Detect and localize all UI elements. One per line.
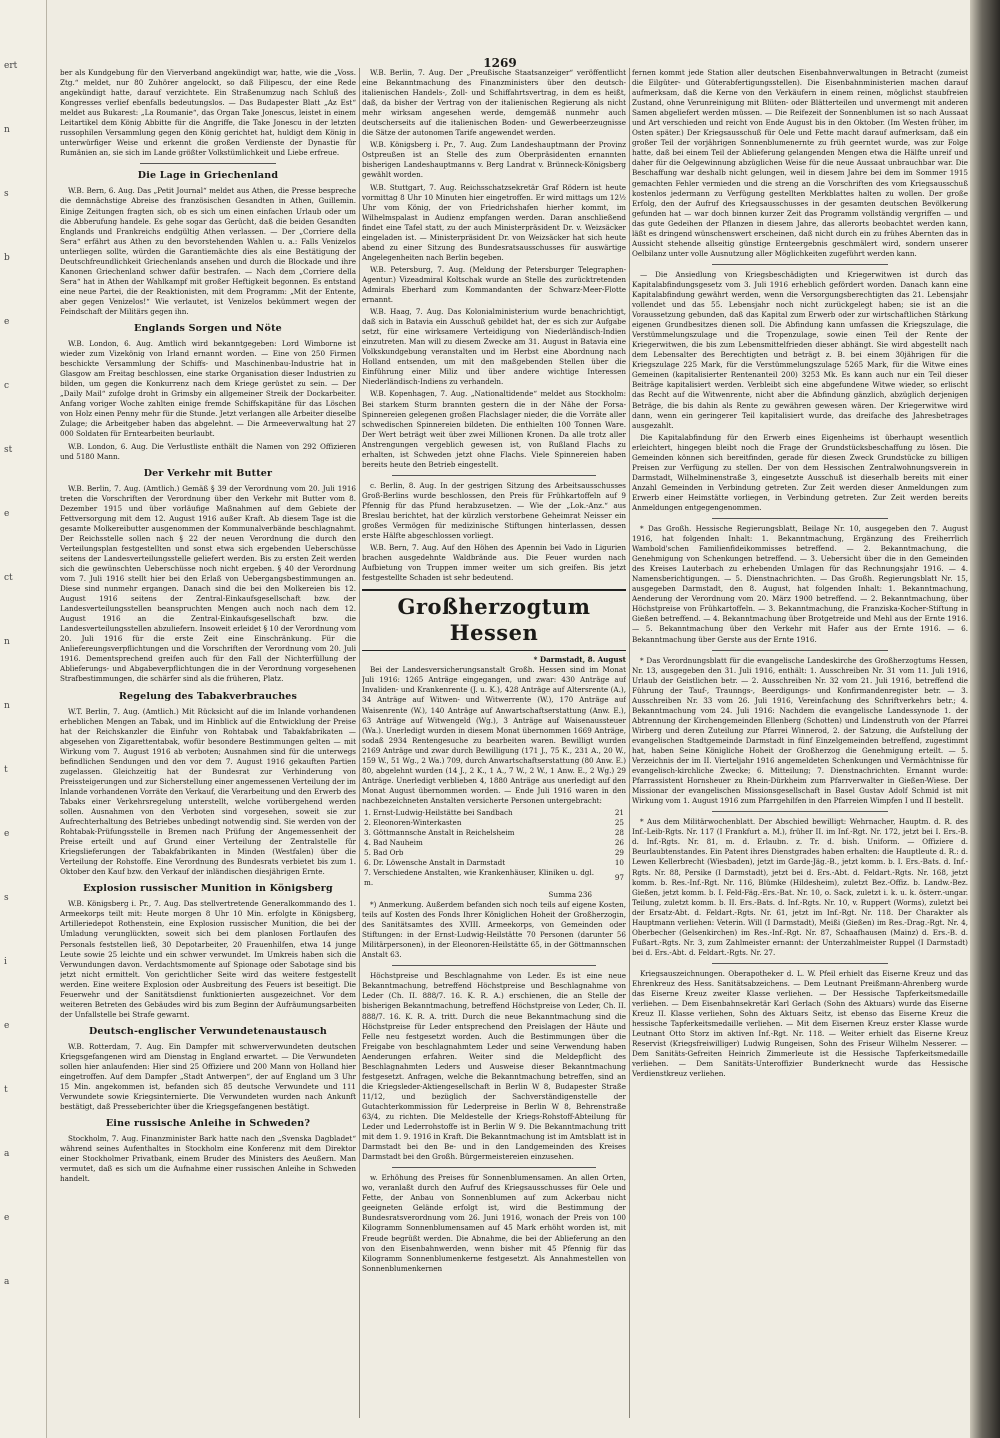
article-text: W.B. Berlin, 7. Aug. (Amtlich.) Gemäß § 39 der Verordnung vom 20. Juli 1916 treten die Vorschriften der Verordnung über den Verkehr mit Butter vom 8. Dezember 1915 und über vorläufige Maßnahmen auf dem Gebiete der Fettversorgung mit dem 12. August 1916 außer Kraft. Ab diesem Tage ist die gesamte Molkereibutter ausgenommen der Kommunalverbände beschlagnahmt. Der Reichsstelle sollen nach § 22 der neuen Verordnung die durch den Verteilungsplan festgestellten und sonst etwa sich ergebenden Ueberschüsse seitens der Landesverteilungsstelle geliefert werden. Bis zu ersten Zeit werden sich die gewünschten Ueberschüsse noch nicht ergeben. § 40 der Verordnung vom 7. Juli 1916 stellt hier bei den Erlaß von Uebergangsbestimmungen an. Diese sind nunmehr ergangen. Danach sind die bei den Molkereien bis 12. August 1916 seitens der Zentral-Einkaufsgesellschaft bzw. der Landesverteilungsstellen beanspruchten Mengen auch noch nach dem 12. August 1916 an die Zentral-Einkaufsgesellschaft bzw. die Landesverteilungsstellen abzuliefern. Insoweit erleidet § 10 der Verordnung vom 20. Juli 1916 für die erste Zeit eine Einschränkung. Für die Anliefereungsverpflichtungen und die Vorschriften der Verordnung vom 20. Juli 1916. Dementsprechend greifen auch für den Fall der Nichterfüllung der Ablieferungs- und Abgabeverpflichtungen die in der Verordnung vorgesehenen Strafbestimmungen, die schärfer sind als die früheren, Platz. — [60, 483, 356, 684]
divider — [712, 811, 888, 812]
row-value: 10 — [614, 858, 624, 867]
edge-fragment: e — [4, 829, 10, 839]
edge-fragment: a — [4, 1277, 10, 1287]
column-rule — [359, 68, 360, 1418]
article-text: W.T. Berlin, 7. Aug. (Amtlich.) Mit Rücksicht auf die im Inlande vorhandenen erheblichen Mengen an Tabak, und im Hinblick auf die Entwicklung der Preise hat der Reichskanzler die Einfuhr von Rohtabak und Tabakfabrikaten — abgesehen von Zigarettentabak, wofür besondere Bestimmungen gelten — mit Wirkung vom 7. August 1916 ab verboten; Ausnahmen sind für die unterwegs befindlichen Sendungen und den vor dem 7. August 1916 gekauften Partien zugelassen. Gleichzeitig hat der Bundesrat zur Verhinderung von Preissteigerungen und zur Sicherstellung einer angemessenen Verteilung der im Inlande vorhandenen Vorräte den Verkauf, die Verarbeitung und den Erwerb des Tabaks einer Verkehrsregelung unterstellt, welche vorübergehend werden sollen. Ausnahmen von den Verboten sind vorgesehen, soweit sie zur Aufrechterhaltung des Betriebes unbedingt notwendig sind. Sie werden von der Rohtabak-Prüfungsstelle in Bremen nach Prüfung der Angemessenheit der Preise erteilt und auf Grund einer Verteilung der Zentralstelle für Kriegslieferungen der Tabakfabrikanten in Minden (Westfalen) über die Verteilung der Rohstoffe. Eine Verordnung des Bundesrats verbietet bis zum 1. Oktober den Kauf bzw. den Verkauf der inländischen diesjährigen Ernte. — [60, 706, 356, 877]
article-text: — Die Ansiedlung von Kriegsbeschädigten und Kriegerwitwen ist durch das Kapitalabfindungsgesetz vom 3. Juli 1916 erheblich gefördert worden. Danach kann eine Kapitalabfindung gewährt werden, wenn die Versorgungsberechtigten das 21. Lebensjahr vollendet und das 55. Lebensjahr noch nicht zurückgelegt haben; sie ist an die Voraussetzung gebunden, daß das Kapital zum Erwerb oder zur wirtschaftlichen Stärkung eigenen Grundbesitzes dienen soll. Die Abfindung kann umfassen die Kriegszulage, die Verstümmelungszulage und die Tropenzulage, sowie einen Teil der Rente der Kriegerwitwen, die bis zum Lebensmittelfrieden dieser abhängt. Sie wird abgestellt nach dem Lebensalter des Berechtigten und beträgt z. B. bei einem 30jährigen für die Kriegszulage 225 Mark, für die Verstümmelungszulage 5265 Mark, für die Witwe eines Gemeinen (kapitalisierter Rentenanteil 200) 3253 Mk. Es kann auch nur ein Teil dieser Beiträge kapitalisiert werden. Verbleibt sich eine abgefundene Witwe wieder, so erlischt das Recht auf die Witwenrente, nicht aber die Abfindung gänzlich, abzüglich derjenigen Beträge, die bis dahin als Rente zu gewähren gewesen wären. Der Kriegerwitwe wird dann, wenn ein geringerer Teil kapitalisiert wurde, das dreifache des Jahresbetrages ausgezahlt. — [632, 269, 968, 430]
column-left — [60, 68, 356, 1418]
headline: Deutsch-englischer Verwundetenaustausch — [88, 1025, 328, 1037]
binding-gutter — [970, 0, 1000, 1438]
row-label: 1. Ernst-Ludwig-Heilstätte bei Sandbach — [364, 808, 513, 817]
article-text: W.B. Bern, 6. Aug. Das „Petit Journal“ meldet aus Athen, die Presse bespreche die demnächstige Abreise des französischen Gesandten in Athen, Guillemin. Einige Zeitungen fragten sich, ob es sich um einen einfachen Urlaub oder um die Abberufung handele. Es gehe sogar das Gerücht, daß die beiden Gesandten Englands und Frankreichs endgültig Athen verlassen. — Der „Corriere della Sera“ erfährt aus Athen zu den bevorstehenden Wahlen u. a.: Falls Venizelos unterliegen sollte, würden die Garantiemächte dies als eine Bestätigung der Deutschfreundlichkeit Griechenlands ansehen und durch die Blockade und ihre Kanonen Griechenland schwer dafür bestrafen. — Nach dem „Corriere della Sera“ hat in Athen der Wahlkampf mit großer Heftigkeit begonnen. Es entstand eine neue Partei, die der Reaktionisten, mit dem Programm: „Mit der Entente, aber gegen Venizelos!“ Wie verlautet, ist Venizelos bekümmert wegen der Feindschaft der Militärs gegen ihn. — [60, 186, 356, 316]
article-text: W.B. Haag, 7. Aug. Das Kolonialministerium wurde benachrichtigt, daß sich in Batavia ein Ausschuß gebildet hat, der es sich zur Aufgabe setzt, für eine wirksamere Verteidigung von Niederländisch-Indien einzutreten. Man will zu diesem Zwecke am 31. August in Batavia eine Volkskundgebung veranstalten und im Herbst eine Abordnung nach Holland entsenden, um mit den maßgebenden Stellen über die Einführung einer Miliz und über andere wichtige Interessen Niederländisch-Indiens zu verhandeln. — [362, 307, 626, 387]
edge-fragment: ert — [4, 61, 18, 71]
column-rule — [629, 68, 630, 1418]
table-total: Summa 236 — [548, 890, 592, 899]
article-text: ber als Kundgebung für den Vierverband angekündigt war, hatte, wie die „Voss. Ztg.“ meldet, nur 80 Zuhörer angelockt, so daß Filipescu, der eine Rede angekündigt hatte, darauf verzichtete. Ein Straßenumzug nach Schluß des Kongresses verlief ebenfalls bedeutungslos. — Das Budapester Blatt „Az Est“ meldet aus Bukarest: „La Roumanie“, das Organ Take Jonescus, leistet in einem Leitartikel dem König Abbitte für die Angriffe, die Take Jonescu in der letzten russophilen Versammlung gegen den König gerichtet hat, huldigt dem König in unterwürfiger Weise und erkennt die großen Verdienste der Dynastie für Rumänien an, sie sich im Lande größter Volkstümlichkeit und Liebe erfreue. — [60, 68, 356, 158]
edge-fragment: e — [4, 317, 10, 327]
row-label: 3. Göttmannsche Anstalt in Reichelsheim — [364, 828, 515, 837]
row-label: 6. Dr. Löwensche Anstalt in Darmstadt — [364, 858, 506, 867]
row-value: 25 — [614, 818, 624, 827]
edge-fragment: n — [4, 125, 10, 135]
article-text: Stockholm, 7. Aug. Finanzminister Bark hatte nach den „Svenska Dagbladet“ während seines Aufenthaltes in Stockholm eine Konferenz mit dem Direktor einer Stockholmer Privatbank, einem Bruder des Ministers des Aeußern. Man vermutet, daß es sich um die Aufnahme einer russischen Anleihe in Schweden handelt. — [60, 1134, 356, 1184]
divider — [712, 650, 888, 651]
divider — [712, 963, 888, 964]
headline: Explosion russischer Munition in Königsberg — [83, 883, 333, 895]
table-row — [362, 868, 626, 888]
edge-fragment: t — [4, 1085, 8, 1095]
table-row — [362, 838, 626, 848]
divider — [392, 475, 596, 476]
row-value: 97 — [614, 873, 624, 882]
row-value: 26 — [614, 838, 624, 847]
article-text: Bei der Landesversicherungsanstalt Großh. Hessen sind im Monat Juli 1916: 1265 Anträge eingegangen, und zwar: 430 Anträge auf Invaliden- und Krankenrente (J. u. K.), 428 Anträge auf Altersrente (A.), 34 Anträge auf Witwen- und Witwerrente (W.), 170 Anträge auf Waisenrente (W.), 140 Anträge auf Anwartschaftserstattung (Anw. E.), 63 Anträge auf Witwengeld (Wg.), 3 Anträge auf Waisenaussteuer (Wa.). Unerledigt wurden in diesem Monat übernommen 1669 Anträge, sodaß 2934 Rentengesuche zu bearbeiten waren. Bewilligt wurden 2169 Anträge und zwar durch Bewilligung (171 J., 75 K., 231 A., 20 W., 159 W., 51 Wg., 2 Wa.) 709, durch Anwartschaftserstattung (80 Anw. E.) 80, abgelehnt wurden (14 J., 2 K., 1 A., 7 W., 2 W., 1 Anw. E., 2 Wg.) 29 Anträge. Unerledigt verblieben 4, 1880 Anträge aus unerledigt auf den Monat August übernommen worden. — Ende Juli 1916 waren in den nachbezeichneten Anstalten versicherte Personen untergebracht: — [362, 665, 626, 805]
edge-fragment: n — [4, 637, 10, 647]
article-text: Höchstpreise und Beschlagnahme von Leder. Es ist eine neue Bekanntmachung, betreffend Höchstpreise und Beschlagnahme von Leder (Ch. II. 888/7. 16. K. R. A.) erschienen, die an Stelle der bisherigen Bekanntmachung, betreffend Höchstpreise von Leder, Ch. II. 888/7. 16. K. R. A. tritt. Durch die neue Bekanntmachung sind die Höchstpreise für Leder entsprechend den Preislagen der Häute und Felle neu festgesetzt worden. Auch die Bestimmungen über die Freigabe von beschlagnahmtem Leder und seine Verwendung haben Aenderungen erfahren. Weiter sind die Meldepflicht des Beschlagnahmten Leders und Ausweise dieser Bekanntmachung festgesetzt. Anfragen, welche die Bekanntmachung betreffen, sind an die Kriegsleder-Aktiengesellschaft in Berlin W 8, Budapester Straße 11/12, und bezüglich der Sachverständigenstelle der Gutachterkommission für Lederpreise in Berlin W 8, Behrenstraße 63/4, zu richten. Die Meldestelle der Kriegs-Rohstoff-Abteilung für Leder und Lederrohstoffe ist in Berlin W 9. Die Bekanntmachung tritt mit dem 1. 9. 1916 in Kraft. Die Bekanntmachung ist im Amtsblatt ist in Darmstadt bei den Be- und in den Landgemeinden des Kreises Darmstadt bei den Großh. Bürgermeistereien einzusehen. — [362, 971, 626, 1162]
article-text: w. Erhöhung des Preises für Sonnenblumensamen. An allen Orten, wo, veranlaßt durch den Aufruf des Kriegsausschusses für Oele und Fette, der Anbau von Sonnenblumen auf zum Ackerbau nicht geeigneten Gelände erfolgt ist, wird die Bestimmung der Bundesratsverordnung vom 26. Juni 1916, wonach der Preis von 100 Kilogramm Sonnenblumensamen auf 45 Mark erhöht worden ist, mit Freude begrüßt werden. Die Abnahme, die bei der Ablieferung an den von den Eisenbahnwerden, wenn bisher mit 45 Pfennig für das Kilogramm Sonnenblumenkerne festgesetzt. Als Annahmestellen von Sonnenblumenkernen — [362, 1173, 626, 1273]
dateline: * Darmstadt, 8. August — [533, 655, 626, 665]
article-text: W.B. London, 6. Aug. Die Verlustliste enthält die Namen von 292 Offizieren und 5180 Mann. — [60, 441, 356, 461]
headline: Englands Sorgen und Nöte — [134, 323, 282, 335]
row-value: 21 — [614, 808, 624, 817]
table-row — [362, 858, 626, 868]
article-text: W.B. Bern, 7. Aug. Auf den Höhen des Apennin bei Vado in Ligurien brachen ausgedehnte Waldbrände aus. Die Feuer wurden nach Aufbietung von Truppen immer weiter um sich greifen. Bis jetzt festgestellte Schaden ist sehr bedeutend. — [362, 543, 626, 583]
divider — [712, 518, 888, 519]
edge-fragment: b — [4, 253, 10, 263]
article-text: c. Berlin, 8. Aug. In der gestrigen Sitzung des Arbeitsausschusses Groß-Berlins wurde beschlossen, den Preis für Frühkartoffeln auf 9 Pfennig für das Pfund herabzusetzen. — Wie der „Lok.-Anz.“ aus Breslau berichtet, hat der kürzlich verstorbene Geheimrat Neisser ein großes Vermögen für medizinische Stiftungen hinterlassen, dessen erste Hälfte abgeschlossen vorliegt. — [362, 480, 626, 541]
table-row — [362, 818, 626, 828]
edge-fragment: c — [4, 381, 10, 391]
divider — [712, 264, 888, 265]
edge-fragment: e — [4, 509, 10, 519]
edge-fragment: n — [4, 701, 10, 711]
article-text: * Das Verordnungsblatt für die evangelische Landeskirche des Großherzogtums Hessen, Nr. 13, ausgegeben den 31. Juli 1916, enthält: 1. Ausschreiben Nr. 31 vom 11. Juli 1916, Urlaub der Geistlichen betr. — 2. Ausschreiben Nr. 32 vom 21. Juli 1916, betreffend die Führung der Tauf-, Traunngs-, Beerdigungs- und Konfirmandenregister betr. — 3. Ausschreiben Nr. 33 vom 26. Juli 1916, Vereinfachung des Schriftverkehrs betr.; 4. Bekanntmachung vom 24. Juli 1916: Nachdem die evangelische Landessynode 1. der Abtrennung der Kirchengemeinden Ellenberg (Schotten) und Lindenstruth von der Pfarrei Wirberg und deren Zuteilung zur Pfarrei Winnerod, 2. der Satzung, die Aufstellung der evangelischen Stadtgemeinde Darmstadt in fünf Einzelgemeinden betreffend, zugestimmt hat, haben Seine Königliche Hoheit der Großherzog die Genehmigung erteilt. — 5. Verzeichnis der im II. Vierteljahr 1916 angemeldeten Schenkungen und Vermächtnisse für evangelisch-kirchliche Zwecke; 6. Mitteilung; 7. Dienstnachrichten. Ernannt wurde: Pfarrassistent Hornsheuer zu Rhein-Dürkheim zum Pfarrverwalter in Gießen-Wiese. Der Missionar der evangelischen Missionsgesellschaft in Basel Gustav Adolf Schmid ist mit Wirkung vom 1. August 1916 zum Pfarrgehilfen in den Pfarreien Wimpfen I und II bestellt. — [632, 655, 968, 806]
article-text: W.B. Petersburg, 7. Aug. (Meldung der Petersburger Telegraphen-Agentur.) Vizeadmiral Koltschak wurde an Stelle des zurücktretenden Admirals Eberhard zum Kommandanten der Schwarz-Meer-Flotte ernannt. — [362, 264, 626, 305]
article-text: * Das Großh. Hessische Regierungsblatt, Beilage Nr. 10, ausgegeben den 7. August 1916, hat folgenden Inhalt: 1. Bekanntmachung, Ergänzung des Freiherrlich Wambold'schen Familienfideikommisses betreffend. — 2. Bekanntmachung, die Genehmigung von Schenkungen betreffend. — 3. Uebersicht über die in den Gemeinden des Kreises Lauterbach zu erhebenden Umlagen für das Rechnungsjahr 1916. — 4. Namensberichtigungen. — 5. Dienstnachrichten. — Das Großh. Regierungsblatt Nr. 15, ausgegeben Darmstadt, den 8. August, hat folgenden Inhalt: 1. Bekanntmachung, Aenderung der Verordnung vom 20. März 1900 betreffend. — 2. Bekanntmachung, über Höchstpreise von Frühkartoffeln. — 3. Bekanntmachung, die Franziska-Kocher-Stiftung in Gießen betreffend. — 4. Bekanntmachung über Brotgetreide und Mehl aus der Ernte 1916. — 5. Bekanntmachung über den Verkehr mit Hafer aus der Ernte 1916. — 6. Bekanntmachung über Gerste aus der Ernte 1916. — [632, 524, 968, 644]
article-text: fernen kommt jede Station aller deutschen Eisenbahnverwaltungen in Betracht (zumeist die Eilgüter- und Güterabfertigungsstellen). Die Eisenbahnministerien machen darauf aufmerksam, daß die Kerne von den Verkäufern in einem reinen, möglichst staubfreien Zustand, ohne Verunreinigung mit Blüten- oder Blätterteilen und unvermengt mit anderen Samen abgeliefert werden müssen. — Die Reifezeit der Sonnenblumen ist so nach Aussaat und Art verschieden und reicht von Ende August bis in den Oktober. (Im Westen früher, im Osten später.) Der Kriegsausschuß für Oele und Fette macht darauf aufmerksam, daß ein großer Teil der vorjährigen Sonnenblumenernte zu früh geerntet wurde, was zur Folge hatte, daß bei einem Teil der Ablieferung gelangenden Mengen etwa die Hälfte unreif und daher für die Oelgewinnung abzüglichen Weise für die neue Aussaat unbrauchbar war. Die Beschaffung war deshalb nicht gelungen, weil in diesem Jahre bei dem im Sommer 1915 gemachten Fehler vermieden und die streng an die Vorschriften des vom Kriegsausschuß kostenlos jedermann zu Verfügung gestellten Merkblattes halten zu wollen. Der große Erfolg, den der Aufruf des Kriegsausschusses in der gesamten deutschen Bevölkerung gefunden hat — war doch binnen kurzer Zeit das Programm vollständig vergriffen — und das gute Gedeihen der Pflanzen in diesem Jahre, das allerorts beobachtet werden kann, läßt es dringend wünschenswert erscheinen, daß nicht durch ein zu frühes Abernten das in Aussicht stehende allseitig günstige Ernteergebnis geschmälert wird, sondern unserer Oelbilanz unter volle Ausnutzung aller Möglichkeiten zugeführt werden kann. — [632, 68, 968, 258]
headline: Die Lage in Griechenland — [137, 170, 279, 182]
edge-fragment: st — [4, 445, 13, 455]
table-row — [362, 828, 626, 838]
edge-fragment: ct — [4, 573, 13, 583]
row-label: 5. Bad Orb — [364, 848, 404, 857]
article-text: W.B. Kopenhagen, 7. Aug. „Nationaltidende“ meldet aus Stockholm: Bei starkem Sturm brannten gestern die in der Nähe der Forsa-Spinnereien gelegenen großen Flachslager nieder, die die Vorräte aller schwedischen Spinnereien bildeten. Die enthielten 100 Tonnen Ware. Der Wert beträgt weit über zwei Millionen Kronen. Da alle trotz aller Anstrengungen vergeblich gewesen ist, von Rußland Flachs zu erhalten, ist Schweden jetzt ohne Flachs. Viele Spinnereien haben bereits heute den Betrieb eingestellt. — [362, 389, 626, 469]
row-value: 28 — [614, 828, 624, 837]
column-right — [632, 68, 968, 1418]
edge-fragment: e — [4, 1021, 10, 1031]
article-text: W.B. Berlin, 7. Aug. Der „Preußische Staatsanzeiger“ veröffentlicht eine Bekanntmachung des Finanzministers über den deutsch-italienischen Handels-, Zoll- und Schiffahrtsvertrag, in dem es heißt, daß, da bisher der Vertrag von der italienischen Regierung als nicht mehr wirksam angesehen werde, demgemäß nunmehr auch deutscherseits auf die italienischen Boden- und Gewerbeerzeugnisse die Sätze der autonomen Tarife angewendet werden. — [362, 68, 626, 138]
row-value: 29 — [614, 848, 624, 857]
divider — [140, 163, 276, 164]
article-text: W.B. Stuttgart, 7. Aug. Reichsschatzsekretär Graf Rödern ist heute vormittag 8 Uhr 10 Minuten hier eingetroffen. Er wird mittags um 12½ Uhr vom König, der von Friedrichshafen hierher kommt, im Wilhelmspalast in Audienz empfangen werden. Daran anschließend findet eine Tafel statt, zu der auch Ministerpräsident Dr. v. Weizsäcker eingeladen ist. — Ministerpräsident Dr. von Weizsäcker hat sich heute abend zu einer Sitzung des Bundesratsausschusses für auswärtige Angelegenheiten nach Berlin begeben. — [362, 182, 626, 262]
edge-fragment: i — [4, 957, 7, 967]
divider — [392, 965, 596, 966]
headline: Der Verkehr mit Butter — [143, 467, 273, 479]
article-text: * Aus dem Militärwochenblatt. Der Abschied bewilligt: Wehrnacher, Hauptm. d. R. des Inf.-Leib-Rgts. Nr. 117 (I Frankfurt a. M.), früher II. im Inf.-Rgt. Nr. 172, jetzt bei I. Ers.-B. d. Inf.-Rgts. Nr. 81, m. d. Erlaubn. z. Tr. d. bish. Uniform. — Offiziere d. Beurlaubtenstandes. Ein Patent ihres Dienstgrades haben erhalten: die Hauptleute d. R.: d. Lewen Kellerbrecht (Wiesbaden), jetzt im Garde-Jäg.-B., jetzt komm. b. I. Ers.-Bats. d. Inf.-Rgts. Nr. 88, Persike (I Darmstadt), jetzt bei d. Ers.-Abt. d. Feldart.-Rgts. Nr. 168, jetzt komm. b. Res.-Inf.-Rgt. Nr. 116, Blümke (Hildesheim), zuletzt Bez.-Offiz. b. Landw.-Bez. Gießen, jetzt komm. b. I. Feld-Fäg.-Ers.-Bat. Nr. 10, o. Sack, zuletzt i. k. u. k. österr.-ungar. Teilung, zuletzt komm. b. II. Ers.-Bats. d. Inf.-Rgts. Nr. 10, v. Ruppert (Worms), zuletzt bei der Ersatz-Abt. d. Feldart.-Rgts. Nr. 61, jetzt im Inf.-Rgt. Nr. 118. Der Charakter als Hauptmann verliehen: Veterin. Will (I Darmstadt), Meißi (Gießen) im Res.-Drag.-Rgt. Nr. 4, Oberbecher (Gelsenkirchen) im Res.-Inf.-Rgt. Nr. 87, Schaafhausen (Mainz) d. Ers.-B. d. Fußart.-Rgts. Nr. 3, zum Zahlmeister ernannt: der Unterzahlmeister Ruppel (I Darmstadt) bei d. Ers.-Abt. d. Feldart.-Rgts. Nr. 27. — [632, 817, 968, 957]
page-number: 1269 — [483, 56, 517, 70]
row-label: 4. Bad Nauheim — [364, 838, 423, 847]
headline: Eine russische Anleihe in Schweden? — [105, 1118, 311, 1130]
article-text: Die Kapitalabfindung für den Erwerb eines Eigenheims ist überhaupt wesentlich erleichtert, hingegen bleibt noch die Frage der Grundstücksbeschaffung zu lösen. Die Gemeinden können sich bereitfinden, gerade für diesen Zweck Grundstücke zu billigen Preisen zur Verfügung zu stellen. Der von dem Hessischen Zentralwohnungsverein in Darmstadt, Wilhelminenstraße 3, eingesetzte Ausschuß ist dieserhalb bereits mit einer Anzahl Gemeinden in Verbindung getreten. Zur Zeit werden dieser Anmeldungen zum Erwerb einer Heimstätte vorliegen, in Verbindung getreten. Zur Zeit werden bereits Anmeldungen entgegengenommen. — [632, 432, 968, 512]
edge-fragment: e — [4, 1213, 10, 1223]
row-label: 7. Verschiedene Anstalten, wie Krankenhäuser, Kliniken u. dgl. m. — [364, 868, 594, 887]
footnote: *) Anmerkung. Außerdem befanden sich noch teils auf eigene Kosten, teils auf Kosten des Fonds Ihrer Königlichen Hoheit der Großherzogin, des Sanitätsamtes des XVIII. Armeekorps, von Gemeinden oder Stiftungen: in der Ernst-Ludwig-Heilstätte 70 Personen (darunter 56 Militärpersonen), in der Eleonoren-Heilstätte 65, in der Göttmannschen Anstalt 63. — [362, 900, 626, 960]
table-row — [362, 808, 626, 818]
divider — [392, 1167, 596, 1168]
row-label: 2. Eleonoren-Winterkasten — [364, 818, 462, 827]
edge-fragment: a — [4, 1149, 10, 1159]
edge-fragment: s — [4, 189, 9, 199]
column-middle — [362, 68, 626, 1418]
adjacent-page-edge — [0, 0, 47, 1438]
article-text: W.B. Rotterdam, 7. Aug. Ein Dampfer mit schwerverwundeten deutschen Kriegsgefangenen wird am Dienstag in England erwartet. — Die Verwundeten sollen hier anlaufenden: Hier sind 25 Offiziere und 200 Mann von Holland hier eingetroffen. Auf dem Dampfer „Stadt Antwerpen“, der auf England um 3 Uhr 15 Min. angekommen ist, befanden sich 85 deutsche Verwundete und 111 Verwundete sowie Kriegsinternierte. Die Verwundeten wurden nach Ankunft bestätigt, daß Presseberichter über die Kriegsgefangenen bestätigt. — [60, 1041, 356, 1112]
article-text: Kriegsauszeichnungen. Oberapotheker d. L. W. Pfeil erhielt das Eiserne Kreuz und das Ehrenkreuz des Hess. Sanitätsabzeichens. — Dem Leutnant Preißmann-Ahrenberg wurde das Eiserne Kreuz zweiter Klasse verliehen. — Der Hessische Tapferkeitsmedaille verliehen. — Dem Eisenbahnsekretär Karl Gerlach (Sohn des Aktuars) wurde das Eiserne Kreuz II. Klasse verliehen, Sohn des Aktuars Seitz, ist ebenso das Eiserne Kreuz die hessische Tapferkeitsmedaille verliehen. — Mit dem Eisernen Kreuz erster Klasse wurde Leutnant Otto Storz im aktiven Inf.-Rgt. Nr. 118. — Weiter erhielt das Eiserne Kreuz Reservist (Kriegsfreiwilliger) Ludwig Rungeisen, Sohn des Friseur Wilhelm Nesserer. — Dem Sanitäts-Gefreiten Heinrich Zimmerleute ist die Hessische Tapferkeitsmedaille verliehen. — Dem Sanitäts-Unteroffizier Bunderknecht wurde das Hessische Verdienstkreuz verliehen. — [632, 968, 968, 1079]
statistics-table — [362, 808, 626, 888]
edge-fragment: t — [4, 765, 8, 775]
headline: Regelung des Tabakverbrauches — [118, 690, 298, 702]
edge-fragment: s — [4, 893, 9, 903]
section-title: Großherzogtum Hessen — [397, 594, 591, 646]
section-header — [362, 589, 626, 651]
article-text: W.B. Königsberg i. Pr., 7. Aug. Zum Landeshauptmann der Provinz Ostpreußen ist an Stelle des zum Oberpräsidenten ernannten bisherigen Landeshauptmanns v. Berg Landrat v. Brünneck-Königsberg gewählt worden. — [362, 140, 626, 180]
article-text: W.B. London, 6. Aug. Amtlich wird bekanntgegeben: Lord Wimborne ist wieder zum Vizekönig von Irland ernannt worden. — Eine von 250 Firmen beschickte Versammlung der Schiffs- und Maschinenbau-Industrie hat in Glasgow am Freitag beschlossen, eine starke Organisation dieser Industrien zu bilden, um gegen die Konkurrenz nach dem Kriege gerüstet zu sein. — Der „Daily Mail“ zufolge droht in Grimsby ein allgemeiner Streik der Dockarbeiter. Anfang voriger Woche zahlten einige fremde Schiffskapitäne für das Löschen von Holz einen Penny mehr für die Stunde. Jetzt verlangen alle Arbeiter dieselbe Zulage; die Arbeitgeber haben das abgelehnt. — Die Armeeverwaltung hat 27 000 Soldaten für Erntearbeiten beurlaubt. — [60, 339, 356, 439]
article-text: W.B. Königsberg i. Pr., 7. Aug. Das stellvertretende Generalkommando des 1. Armeekorps teilt mit: Heute morgen 8 Uhr 10 Min. erfolgte in Königsberg, Artilleriedepot Rothenstein, eine Explosion russischer Munition, die bei der Umladung verunglückten, soweit sich bei dem planlosen Fortlaufen des Personals feststellen ließ, 30 Depotarbeiter, 20 Frauenhilfen, etwa 14 junge Leute sowie 25 leichte und ein schwer verwundet. Im Umkreis haben sich die Verwundungen davon. Verdachtsmomente auf Spionage oder Sabotage sind bis jetzt nicht ermittelt. Von gerichtlicher Seite wird das weitere festgestellt werden. Eine weitere Explosion oder Ausbreitung des Feuers ist beseitigt. Die Feuerwehr und der Sanitätsdienst funktionierten ausgezeichnet. Vor dem weiteren Betreten des Gebäudes wird bis zum Beginn der Aufräumungsarbeiten der Unfallstelle bei Strafe gewarnt. — [60, 899, 356, 1019]
table-row — [362, 848, 626, 858]
